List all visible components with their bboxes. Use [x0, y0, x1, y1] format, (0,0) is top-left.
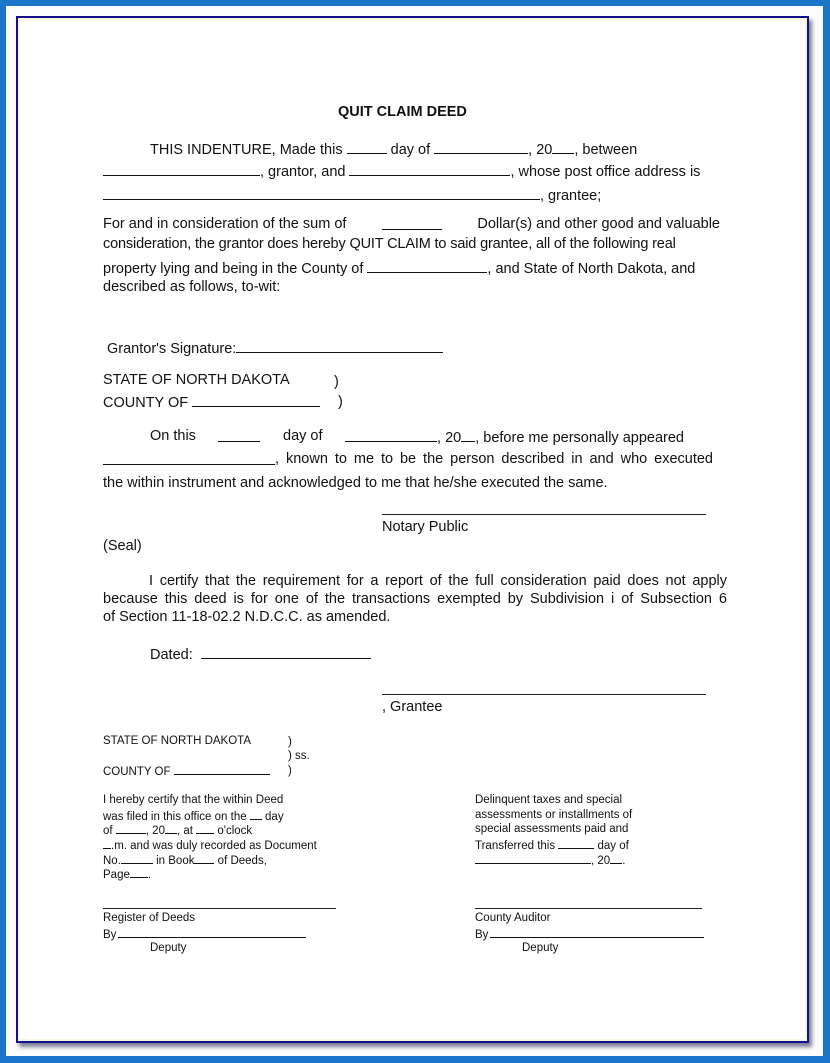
venue-county-field[interactable] — [192, 392, 320, 407]
auditor-text: . — [622, 855, 626, 867]
register-by-field[interactable] — [118, 926, 306, 938]
recording-paren: ) — [288, 736, 292, 748]
year-field[interactable] — [552, 139, 574, 154]
filed-time-field[interactable] — [196, 822, 214, 834]
venue-county-row — [103, 392, 320, 412]
document-number-field[interactable] — [121, 852, 153, 864]
dated-label: Dated: — [150, 647, 193, 663]
indenture-text: , whose post office address is — [510, 164, 701, 180]
register-line-1: I hereby certify that the within Deed — [103, 794, 284, 806]
ack-person-field[interactable] — [103, 450, 275, 465]
auditor-signature-label: County Auditor — [475, 912, 551, 924]
consideration-text: Dollar(s) and other good and valuable — [477, 216, 720, 232]
register-text: . — [147, 869, 152, 881]
ack-text: , before me personally appeared — [475, 430, 684, 446]
indenture-text: THIS INDENTURE, Made this — [150, 142, 343, 158]
consideration-line-1 — [103, 215, 720, 233]
register-text: of Deeds, — [217, 855, 267, 867]
register-by-label: By — [103, 929, 117, 941]
certification-line-2: because this deed is for one of the transactions exempted by Subdivision i of Subsection 6 — [103, 591, 727, 607]
register-signature-field[interactable] — [103, 908, 336, 909]
filed-month-field[interactable] — [116, 822, 146, 834]
register-text: Page — [103, 869, 130, 881]
dated-field[interactable] — [201, 644, 371, 659]
auditor-line-1: Delinquent taxes and special — [475, 794, 623, 806]
grantor-name-field[interactable] — [103, 161, 260, 176]
filed-day-field[interactable] — [250, 808, 262, 820]
certification-line-3: of Section 11-18-02.2 N.D.C.C. as amended. — [103, 609, 391, 625]
grantee-signature-field[interactable] — [382, 694, 706, 695]
grantee-address-field[interactable] — [103, 185, 540, 200]
register-text: in Book — [156, 855, 195, 867]
register-text: o'clock — [217, 825, 253, 837]
dated-row — [150, 644, 371, 664]
indenture-text: , between — [574, 142, 638, 158]
grantor-signature-label: Grantor's Signature: — [107, 341, 237, 357]
transfer-year-field[interactable] — [610, 852, 622, 864]
day-field[interactable] — [347, 139, 387, 154]
register-line-6 — [103, 866, 151, 883]
recording-county-label: COUNTY OF — [103, 766, 171, 778]
register-deputy-label: Deputy — [150, 942, 187, 954]
register-signature-label: Register of Deeds — [103, 912, 196, 924]
ack-text: day of — [283, 428, 323, 444]
grantee-label: , Grantee — [382, 699, 443, 715]
consideration-text: , and State of North Dakota, and — [487, 261, 696, 277]
consideration-text: property lying and being in the County of — [103, 261, 364, 277]
consideration-line-3 — [103, 258, 695, 278]
ack-month-field[interactable] — [345, 427, 437, 442]
auditor-by-field[interactable] — [490, 926, 704, 938]
indenture-line-1 — [150, 139, 637, 159]
auditor-line-3: special assessments paid and — [475, 823, 629, 835]
ack-text: , known to me to be the person described in and who executed — [275, 451, 713, 467]
am-pm-field[interactable] — [103, 837, 111, 849]
ack-text: On this — [150, 428, 196, 444]
page-field[interactable] — [130, 866, 148, 878]
register-by-row — [103, 926, 306, 943]
certification-line-1: I certify that the requirement for a report of the full consideration paid does not apply — [149, 573, 727, 589]
book-field[interactable] — [194, 852, 214, 864]
notary-signature-field[interactable] — [382, 514, 706, 515]
filed-year-field[interactable] — [165, 822, 177, 834]
ack-year-field[interactable] — [461, 427, 475, 442]
indenture-text: , grantee; — [540, 188, 602, 204]
ack-text: , 20 — [437, 430, 462, 446]
register-text: of — [103, 825, 113, 837]
seal-label: (Seal) — [103, 538, 142, 554]
consideration-line-4: described as follows, to-wit: — [103, 279, 281, 295]
venue-paren: ) — [334, 374, 339, 390]
register-text: No. — [103, 855, 121, 867]
acknowledgment-line-3: the within instrument and acknowledged to me that he/she executed the same. — [103, 475, 608, 491]
auditor-text: day of — [597, 840, 629, 852]
venue-state: STATE OF NORTH DAKOTA — [103, 372, 290, 388]
transfer-day-field[interactable] — [558, 837, 594, 849]
county-field[interactable] — [367, 258, 487, 273]
register-text: .m. and was duly recorded as Document — [111, 840, 317, 852]
register-text: day — [265, 811, 284, 823]
consideration-line-2: consideration, the grantor does hereby QUIT CLAIM to said grantee, all of the following real — [103, 236, 676, 252]
register-text: , 20 — [145, 825, 165, 837]
transfer-month-field[interactable] — [475, 852, 591, 864]
page-title: QUIT CLAIM DEED — [338, 104, 467, 120]
indenture-line-3 — [103, 185, 601, 205]
register-text: , at — [176, 825, 193, 837]
auditor-text: Transferred this — [475, 840, 556, 852]
indenture-text: , grantor, and — [260, 164, 346, 180]
auditor-line-2: assessments or installments of — [475, 809, 633, 821]
auditor-by-label: By — [475, 929, 489, 941]
recording-county-field[interactable] — [174, 763, 270, 775]
auditor-deputy-label: Deputy — [522, 942, 559, 954]
indenture-line-2 — [103, 161, 700, 181]
venue-county-label: COUNTY OF — [103, 395, 189, 411]
amount-field[interactable] — [382, 215, 442, 230]
recording-state: STATE OF NORTH DAKOTA — [103, 735, 252, 747]
notary-label: Notary Public — [382, 519, 469, 535]
auditor-text: , 20 — [591, 855, 611, 867]
indenture-text: , 20 — [528, 142, 553, 158]
recording-paren: ) — [288, 765, 292, 777]
grantee-name-field[interactable] — [349, 161, 510, 176]
acknowledgment-line-2 — [103, 450, 713, 468]
acknowledgment-line-1 — [150, 427, 684, 447]
grantor-signature-row — [107, 338, 443, 358]
venue-paren: ) — [338, 394, 343, 410]
register-text: was filed in this office on the — [103, 811, 247, 823]
ack-day-field[interactable] — [218, 427, 260, 442]
auditor-signature-field[interactable] — [475, 908, 702, 909]
indenture-text: day of — [390, 142, 431, 158]
recording-ss: ) ss. — [288, 750, 310, 762]
month-field[interactable] — [434, 139, 528, 154]
consideration-text: For and in consideration of the sum of — [103, 216, 347, 232]
grantor-signature-field[interactable] — [236, 338, 443, 353]
auditor-line-5 — [475, 852, 625, 869]
auditor-by-row — [475, 926, 704, 943]
recording-county-row — [103, 763, 270, 780]
